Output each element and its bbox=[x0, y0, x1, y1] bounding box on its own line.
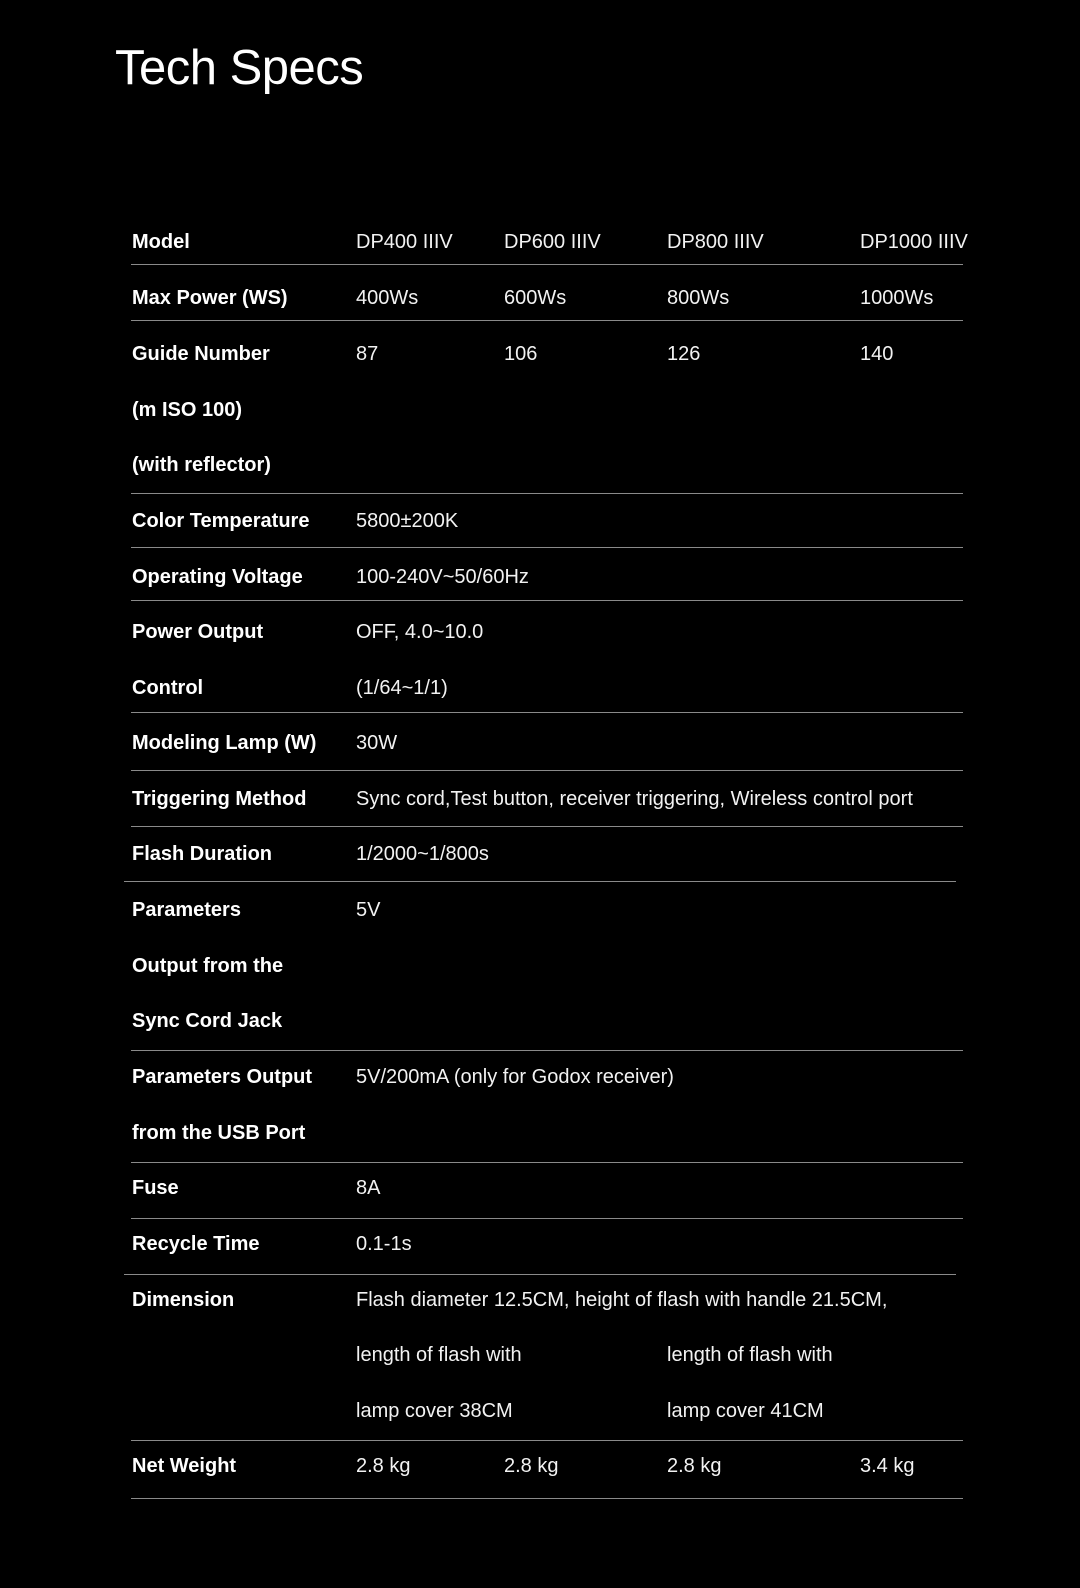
cell-value: 2.8 kg bbox=[667, 1455, 722, 1477]
row-label: Flash Duration bbox=[132, 843, 273, 865]
cell-value: (1/64~1/1) bbox=[356, 677, 448, 699]
cell-value: 400Ws bbox=[356, 287, 419, 309]
row-label: Triggering Method bbox=[132, 788, 307, 810]
cell-value: 8A bbox=[356, 1177, 381, 1199]
cell-value: 800Ws bbox=[667, 287, 730, 309]
row-label: Model bbox=[132, 231, 190, 253]
row-label: Output from the bbox=[132, 955, 284, 977]
row-label: Recycle Time bbox=[132, 1233, 260, 1255]
row-label: (m ISO 100) bbox=[132, 399, 243, 421]
cell-value: 30W bbox=[356, 732, 398, 754]
cell-value: length of flash with bbox=[356, 1344, 522, 1366]
row-label: Guide Number bbox=[132, 343, 270, 365]
model-dp600: DP600 IIIV bbox=[504, 231, 601, 253]
cell-value: 3.4 kg bbox=[860, 1455, 915, 1477]
page-title: Tech Specs bbox=[115, 41, 364, 95]
cell-value: 0.1-1s bbox=[356, 1233, 412, 1255]
cell-value: 126 bbox=[667, 343, 701, 365]
row-divider bbox=[131, 600, 963, 601]
row-label: Fuse bbox=[132, 1177, 179, 1199]
cell-value: length of flash with bbox=[667, 1344, 833, 1366]
row-label: Parameters bbox=[132, 899, 241, 921]
row-label: from the USB Port bbox=[132, 1122, 306, 1144]
row-divider bbox=[131, 547, 963, 548]
model-dp400: DP400 IIIV bbox=[356, 231, 453, 253]
row-label: Sync Cord Jack bbox=[132, 1010, 283, 1032]
row-divider bbox=[131, 712, 963, 713]
row-divider bbox=[131, 1162, 963, 1163]
cell-value: 87 bbox=[356, 343, 379, 365]
row-label: Dimension bbox=[132, 1289, 235, 1311]
row-divider bbox=[124, 1274, 956, 1275]
cell-value: OFF, 4.0~10.0 bbox=[356, 621, 484, 643]
row-divider bbox=[131, 1440, 963, 1441]
cell-value: 5800±200K bbox=[356, 510, 459, 532]
row-divider bbox=[131, 493, 963, 494]
cell-value: 5V/200mA (only for Godox receiver) bbox=[356, 1066, 674, 1088]
row-label: Parameters Output bbox=[132, 1066, 313, 1088]
cell-value: lamp cover 38CM bbox=[356, 1400, 513, 1422]
cell-value: lamp cover 41CM bbox=[667, 1400, 824, 1422]
row-divider bbox=[131, 1050, 963, 1051]
cell-value: 100-240V~50/60Hz bbox=[356, 566, 529, 588]
cell-value: 140 bbox=[860, 343, 894, 365]
cell-value: 600Ws bbox=[504, 287, 567, 309]
row-divider bbox=[124, 881, 956, 882]
row-label: Modeling Lamp (W) bbox=[132, 732, 317, 754]
model-dp1000: DP1000 IIIV bbox=[860, 231, 968, 253]
cell-value: 2.8 kg bbox=[356, 1455, 411, 1477]
row-divider bbox=[131, 320, 963, 321]
model-dp800: DP800 IIIV bbox=[667, 231, 764, 253]
cell-value: 1/2000~1/800s bbox=[356, 843, 489, 865]
cell-value: 1000Ws bbox=[860, 287, 934, 309]
row-label: Control bbox=[132, 677, 204, 699]
row-divider bbox=[131, 264, 963, 265]
cell-value: Flash diameter 12.5CM, height of flash with handle 21.5CM, bbox=[356, 1289, 888, 1311]
cell-value: 2.8 kg bbox=[504, 1455, 559, 1477]
row-divider bbox=[131, 770, 963, 771]
cell-value: Sync cord,Test button, receiver triggering, Wireless control port bbox=[356, 788, 913, 810]
row-label: (with reflector) bbox=[132, 454, 271, 476]
row-label: Max Power (WS) bbox=[132, 287, 288, 309]
row-label: Operating Voltage bbox=[132, 566, 303, 588]
cell-value: 106 bbox=[504, 343, 538, 365]
row-divider bbox=[131, 1498, 963, 1499]
row-label: Net Weight bbox=[132, 1455, 237, 1477]
row-divider bbox=[131, 1218, 963, 1219]
cell-value: 5V bbox=[356, 899, 381, 921]
row-divider bbox=[131, 826, 963, 827]
row-label: Power Output bbox=[132, 621, 264, 643]
row-label: Color Temperature bbox=[132, 510, 310, 532]
